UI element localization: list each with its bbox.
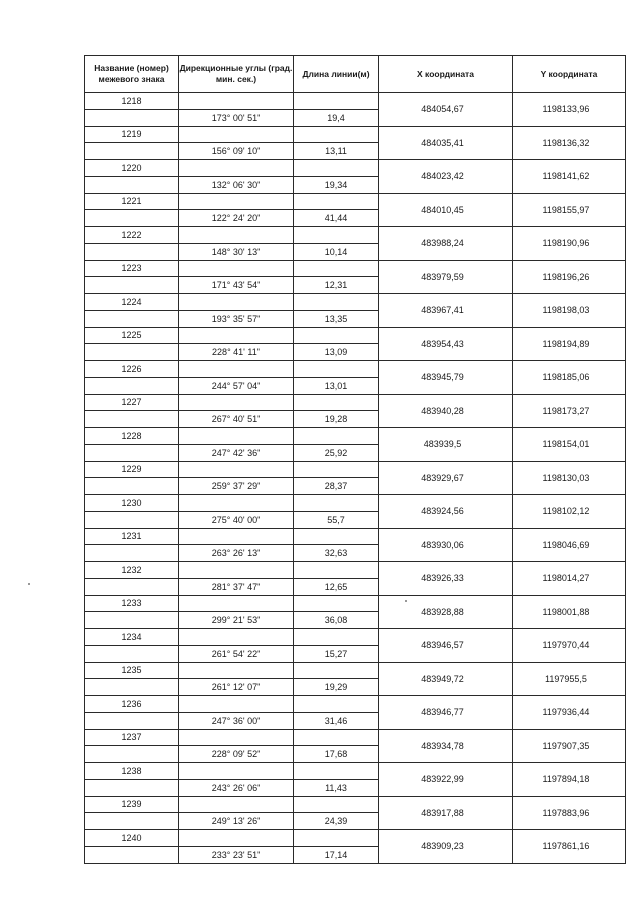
header-bearing: Дирекционные углы (град. мин. сек.): [179, 56, 294, 93]
x-coordinate-cell: 484023,42: [379, 160, 513, 194]
header-y-coordinate: Y координата: [513, 56, 626, 93]
line-length-cell: 13,11: [294, 143, 379, 160]
y-coordinate-cell: 1197883,96: [513, 796, 626, 830]
point-name-cell-empty: [85, 478, 179, 495]
line-length-cell: 13,01: [294, 377, 379, 394]
point-name-cell-empty: [85, 310, 179, 327]
line-length-cell: 32,63: [294, 545, 379, 562]
point-name-cell-empty: [85, 143, 179, 160]
y-coordinate-cell: 1198136,32: [513, 126, 626, 160]
bearing-cell: 261° 12' 07": [179, 679, 294, 696]
bearing-cell-empty: [179, 227, 294, 244]
bearing-cell: 156° 09' 10": [179, 143, 294, 160]
point-name-cell: 1221: [85, 193, 179, 210]
table-header-row: [85, 56, 626, 93]
length-cell-empty: [294, 394, 379, 411]
bearing-cell-empty: [179, 294, 294, 311]
table-row: [85, 830, 626, 847]
point-name-cell-empty: [85, 645, 179, 662]
y-coordinate-cell: 1198198,03: [513, 294, 626, 328]
x-coordinate-cell: 483988,24: [379, 227, 513, 261]
length-cell-empty: [294, 729, 379, 746]
bearing-cell-empty: [179, 361, 294, 378]
length-cell-empty: [294, 562, 379, 579]
bearing-cell: 244° 57' 04": [179, 377, 294, 394]
bearing-cell: 148° 30' 13": [179, 243, 294, 260]
y-coordinate-cell: 1198141,62: [513, 160, 626, 194]
table-row: [85, 729, 626, 746]
point-name-cell: 1231: [85, 528, 179, 545]
bearing-cell-empty: [179, 763, 294, 780]
bearing-cell: 247° 42' 36": [179, 444, 294, 461]
table-row: [85, 595, 626, 612]
table-row: [85, 662, 626, 679]
length-cell-empty: [294, 796, 379, 813]
bearing-cell: 122° 24' 20": [179, 210, 294, 227]
table-row: [85, 126, 626, 143]
point-name-cell: 1229: [85, 461, 179, 478]
point-name-cell: 1239: [85, 796, 179, 813]
point-name-cell: 1228: [85, 428, 179, 445]
table-row: [85, 327, 626, 344]
point-name-cell: 1236: [85, 696, 179, 713]
x-coordinate-cell: 483928,88: [379, 595, 513, 629]
bearing-cell-empty: [179, 528, 294, 545]
length-cell-empty: [294, 461, 379, 478]
line-length-cell: 25,92: [294, 444, 379, 461]
length-cell-empty: [294, 294, 379, 311]
table-body: [85, 93, 626, 864]
point-name-cell: 1218: [85, 93, 179, 110]
bearing-cell: 267° 40' 51": [179, 411, 294, 428]
x-coordinate-cell: 483939,5: [379, 428, 513, 462]
table-row: [85, 562, 626, 579]
scan-speck: [405, 600, 407, 602]
point-name-cell-empty: [85, 511, 179, 528]
x-coordinate-cell: 483945,79: [379, 361, 513, 395]
table-row: [85, 93, 626, 110]
bearing-cell-empty: [179, 461, 294, 478]
bearing-cell: 259° 37' 29": [179, 478, 294, 495]
table-row: [85, 294, 626, 311]
bearing-cell: 261° 54' 22": [179, 645, 294, 662]
length-cell-empty: [294, 696, 379, 713]
header-x-coordinate: X координата: [379, 56, 513, 93]
bearing-cell: 228° 41' 11": [179, 344, 294, 361]
bearing-cell-empty: [179, 160, 294, 177]
line-length-cell: 12,65: [294, 578, 379, 595]
line-length-cell: 19,4: [294, 109, 379, 126]
line-length-cell: 36,08: [294, 612, 379, 629]
point-name-cell: 1225: [85, 327, 179, 344]
table-row: [85, 528, 626, 545]
header-line-length: Длина линии(м): [294, 56, 379, 93]
point-name-cell-empty: [85, 679, 179, 696]
line-length-cell: 15,27: [294, 645, 379, 662]
x-coordinate-cell: 484035,41: [379, 126, 513, 160]
line-length-cell: 19,34: [294, 176, 379, 193]
point-name-cell-empty: [85, 578, 179, 595]
point-name-cell: 1222: [85, 227, 179, 244]
table-row: [85, 629, 626, 646]
y-coordinate-cell: 1197936,44: [513, 696, 626, 730]
point-name-cell: 1224: [85, 294, 179, 311]
x-coordinate-cell: 483929,67: [379, 461, 513, 495]
table-row: [85, 361, 626, 378]
bearing-cell-empty: [179, 428, 294, 445]
y-coordinate-cell: 1198046,69: [513, 528, 626, 562]
point-name-cell-empty: [85, 243, 179, 260]
y-coordinate-cell: 1198173,27: [513, 394, 626, 428]
bearing-cell: 281° 37' 47": [179, 578, 294, 595]
point-name-cell-empty: [85, 277, 179, 294]
y-coordinate-cell: 1198185,06: [513, 361, 626, 395]
line-length-cell: 13,35: [294, 310, 379, 327]
bearing-cell-empty: [179, 629, 294, 646]
point-name-cell: 1237: [85, 729, 179, 746]
line-length-cell: 19,29: [294, 679, 379, 696]
length-cell-empty: [294, 629, 379, 646]
point-name-cell-empty: [85, 109, 179, 126]
bearing-cell-empty: [179, 595, 294, 612]
table-row: [85, 394, 626, 411]
length-cell-empty: [294, 528, 379, 545]
bearing-cell: 299° 21' 53": [179, 612, 294, 629]
bearing-cell: 263° 26' 13": [179, 545, 294, 562]
bearing-cell: 173° 00' 51": [179, 109, 294, 126]
point-name-cell: 1240: [85, 830, 179, 847]
scan-speck: [28, 583, 30, 585]
bearing-cell-empty: [179, 796, 294, 813]
bearing-cell-empty: [179, 729, 294, 746]
y-coordinate-cell: 1198154,01: [513, 428, 626, 462]
point-name-cell-empty: [85, 176, 179, 193]
point-name-cell-empty: [85, 712, 179, 729]
length-cell-empty: [294, 93, 379, 110]
x-coordinate-cell: 483909,23: [379, 830, 513, 864]
x-coordinate-cell: 483954,43: [379, 327, 513, 361]
bearing-cell-empty: [179, 830, 294, 847]
point-name-cell-empty: [85, 545, 179, 562]
y-coordinate-cell: 1197894,18: [513, 763, 626, 797]
line-length-cell: 24,39: [294, 813, 379, 830]
table-row: [85, 193, 626, 210]
x-coordinate-cell: 483946,77: [379, 696, 513, 730]
x-coordinate-cell: 483924,56: [379, 495, 513, 529]
table-row: [85, 260, 626, 277]
point-name-cell-empty: [85, 612, 179, 629]
table-row: [85, 227, 626, 244]
line-length-cell: 55,7: [294, 511, 379, 528]
line-length-cell: 13,09: [294, 344, 379, 361]
header-point-name: Название (номер) межевого знака: [85, 56, 179, 93]
length-cell-empty: [294, 830, 379, 847]
length-cell-empty: [294, 227, 379, 244]
length-cell-empty: [294, 260, 379, 277]
x-coordinate-cell: 484054,67: [379, 93, 513, 127]
y-coordinate-cell: 1198001,88: [513, 595, 626, 629]
point-name-cell-empty: [85, 444, 179, 461]
point-name-cell-empty: [85, 813, 179, 830]
x-coordinate-cell: 483946,57: [379, 629, 513, 663]
bearing-cell: 275° 40' 00": [179, 511, 294, 528]
line-length-cell: 41,44: [294, 210, 379, 227]
bearing-cell-empty: [179, 93, 294, 110]
y-coordinate-cell: 1198194,89: [513, 327, 626, 361]
bearing-cell-empty: [179, 662, 294, 679]
x-coordinate-cell: 483940,28: [379, 394, 513, 428]
table-row: [85, 796, 626, 813]
point-name-cell: 1223: [85, 260, 179, 277]
table-row: [85, 428, 626, 445]
point-name-cell: 1235: [85, 662, 179, 679]
y-coordinate-cell: 1197955,5: [513, 662, 626, 696]
x-coordinate-cell: 483917,88: [379, 796, 513, 830]
length-cell-empty: [294, 361, 379, 378]
point-name-cell-empty: [85, 344, 179, 361]
y-coordinate-cell: 1198102,12: [513, 495, 626, 529]
table-row: [85, 160, 626, 177]
y-coordinate-cell: 1198196,26: [513, 260, 626, 294]
point-name-cell: 1234: [85, 629, 179, 646]
length-cell-empty: [294, 428, 379, 445]
x-coordinate-cell: 483922,99: [379, 763, 513, 797]
point-name-cell: 1238: [85, 763, 179, 780]
line-length-cell: 10,14: [294, 243, 379, 260]
length-cell-empty: [294, 193, 379, 210]
length-cell-empty: [294, 662, 379, 679]
line-length-cell: 12,31: [294, 277, 379, 294]
point-name-cell: 1220: [85, 160, 179, 177]
line-length-cell: 11,43: [294, 779, 379, 796]
bearing-cell: 193° 35' 57": [179, 310, 294, 327]
point-name-cell-empty: [85, 746, 179, 763]
bearing-cell-empty: [179, 696, 294, 713]
y-coordinate-cell: 1198155,97: [513, 193, 626, 227]
bearing-cell-empty: [179, 562, 294, 579]
y-coordinate-cell: 1198130,03: [513, 461, 626, 495]
bearing-cell: 233° 23' 51": [179, 846, 294, 863]
bearing-cell: 171° 43' 54": [179, 277, 294, 294]
line-length-cell: 19,28: [294, 411, 379, 428]
length-cell-empty: [294, 126, 379, 143]
length-cell-empty: [294, 327, 379, 344]
bearing-cell: 243° 26' 06": [179, 779, 294, 796]
y-coordinate-cell: 1198190,96: [513, 227, 626, 261]
line-length-cell: 17,68: [294, 746, 379, 763]
length-cell-empty: [294, 495, 379, 512]
length-cell-empty: [294, 160, 379, 177]
bearing-cell: 228° 09' 52": [179, 746, 294, 763]
bearing-cell: 132° 06' 30": [179, 176, 294, 193]
line-length-cell: 28,37: [294, 478, 379, 495]
point-name-cell: 1230: [85, 495, 179, 512]
bearing-cell-empty: [179, 193, 294, 210]
point-name-cell-empty: [85, 210, 179, 227]
point-name-cell: 1232: [85, 562, 179, 579]
point-name-cell: 1227: [85, 394, 179, 411]
bearing-cell: 247° 36' 00": [179, 712, 294, 729]
boundary-coordinates-table: [84, 55, 626, 864]
length-cell-empty: [294, 595, 379, 612]
y-coordinate-cell: 1197970,44: [513, 629, 626, 663]
x-coordinate-cell: 483979,59: [379, 260, 513, 294]
point-name-cell-empty: [85, 846, 179, 863]
point-name-cell-empty: [85, 377, 179, 394]
y-coordinate-cell: 1197861,16: [513, 830, 626, 864]
bearing-cell-empty: [179, 260, 294, 277]
table-row: [85, 696, 626, 713]
y-coordinate-cell: 1197907,35: [513, 729, 626, 763]
bearing-cell-empty: [179, 327, 294, 344]
table-row: [85, 495, 626, 512]
bearing-cell-empty: [179, 495, 294, 512]
y-coordinate-cell: 1198133,96: [513, 93, 626, 127]
x-coordinate-cell: 484010,45: [379, 193, 513, 227]
point-name-cell: 1233: [85, 595, 179, 612]
table-row: [85, 763, 626, 780]
line-length-cell: 17,14: [294, 846, 379, 863]
x-coordinate-cell: 483949,72: [379, 662, 513, 696]
bearing-cell-empty: [179, 126, 294, 143]
x-coordinate-cell: 483934,78: [379, 729, 513, 763]
length-cell-empty: [294, 763, 379, 780]
y-coordinate-cell: 1198014,27: [513, 562, 626, 596]
line-length-cell: 31,46: [294, 712, 379, 729]
table-row: [85, 461, 626, 478]
point-name-cell: 1219: [85, 126, 179, 143]
point-name-cell-empty: [85, 411, 179, 428]
point-name-cell: 1226: [85, 361, 179, 378]
bearing-cell-empty: [179, 394, 294, 411]
point-name-cell-empty: [85, 779, 179, 796]
x-coordinate-cell: 483930,06: [379, 528, 513, 562]
x-coordinate-cell: 483967,41: [379, 294, 513, 328]
bearing-cell: 249° 13' 26": [179, 813, 294, 830]
x-coordinate-cell: 483926,33: [379, 562, 513, 596]
